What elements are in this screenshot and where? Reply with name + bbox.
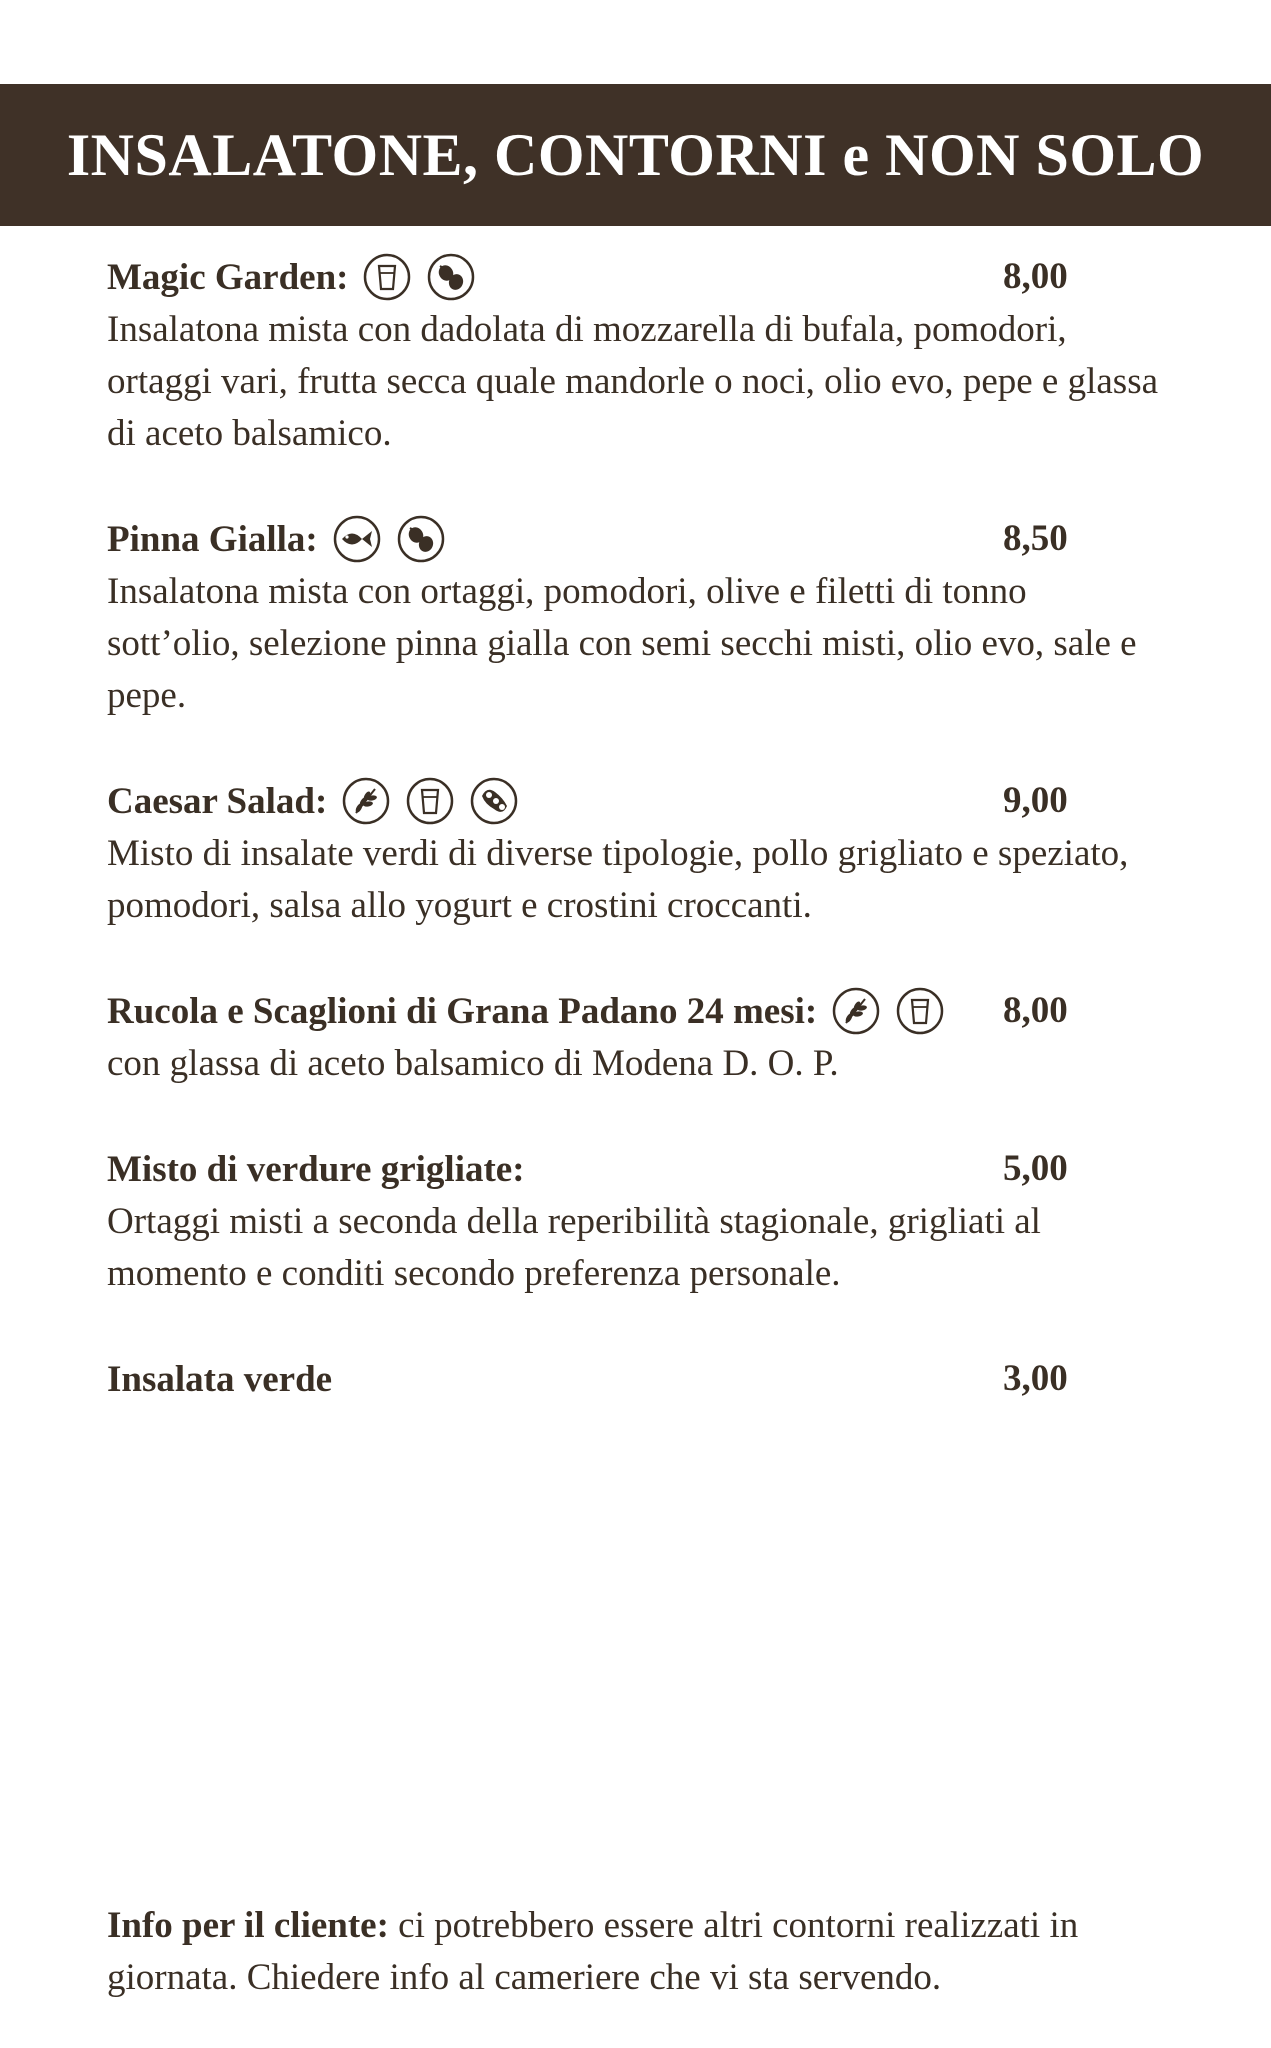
info-label: Info per il cliente: bbox=[107, 1905, 389, 1946]
item-name: Pinna Gialla: bbox=[107, 518, 318, 560]
item-description: Insalatona mista con ortaggi, pomodori, olive e filetti di tonno sott’olio, selezione pinna gialla con semi secchi misti, olio evo, sale e pepe. bbox=[107, 571, 1137, 716]
gluten-wheat-icon bbox=[831, 986, 881, 1036]
menu-list bbox=[107, 250, 1167, 1458]
fish-icon bbox=[332, 514, 382, 564]
dairy-cup-icon bbox=[362, 252, 412, 302]
item-name: Rucola e Scaglioni di Grana Padano 24 mesi: bbox=[107, 990, 818, 1032]
section-title: INSALATONE, CONTORNI e NON SOLO bbox=[66, 121, 1205, 188]
menu-item-magic-garden bbox=[107, 250, 1167, 460]
item-description: con glassa di aceto balsamico di Modena D. O. P. bbox=[107, 1043, 839, 1084]
item-price: 3,00 bbox=[1003, 1358, 1068, 1399]
gluten-wheat-icon bbox=[341, 776, 391, 826]
customer-info-note bbox=[107, 1900, 1167, 2004]
item-description: Misto di insalate verdi di diverse tipologie, pollo grigliato e speziato, pomodori, salsa allo yogurt e crostini croccanti. bbox=[107, 833, 1129, 926]
menu-item-rucola-grana bbox=[107, 984, 1167, 1090]
menu-item-verdure-grigliate bbox=[107, 1142, 1167, 1300]
item-name: Magic Garden: bbox=[107, 256, 349, 298]
menu-item-insalata-verde bbox=[107, 1352, 1167, 1406]
dairy-cup-icon bbox=[895, 986, 945, 1036]
nuts-icon bbox=[426, 252, 476, 302]
item-price: 8,00 bbox=[1003, 256, 1068, 297]
item-name: Insalata verde bbox=[107, 1358, 333, 1400]
item-price: 5,00 bbox=[1003, 1148, 1068, 1189]
nuts-icon bbox=[396, 514, 446, 564]
soy-beans-icon bbox=[469, 776, 519, 826]
item-name: Caesar Salad: bbox=[107, 780, 328, 822]
info-text: ci potrebbero essere altri contorni realizzati in giornata. Chiedere info al cameriere che vi sta servendo. bbox=[107, 1905, 1079, 1998]
dairy-cup-icon bbox=[405, 776, 455, 826]
section-header-banner bbox=[0, 84, 1271, 226]
item-description: Insalatona mista con dadolata di mozzarella di bufala, pomodori, ortaggi vari, frutta secca quale mandorle o noci, olio evo, pepe e glassa di aceto balsamico. bbox=[107, 309, 1159, 454]
menu-item-caesar-salad bbox=[107, 774, 1167, 932]
item-name: Misto di verdure grigliate: bbox=[107, 1148, 525, 1190]
item-price: 9,00 bbox=[1003, 780, 1068, 821]
menu-item-pinna-gialla bbox=[107, 512, 1167, 722]
item-description: Ortaggi misti a seconda della reperibilità stagionale, grigliati al momento e conditi secondo preferenza personale. bbox=[107, 1201, 1041, 1294]
item-price: 8,00 bbox=[1003, 990, 1068, 1031]
item-price: 8,50 bbox=[1003, 518, 1068, 559]
